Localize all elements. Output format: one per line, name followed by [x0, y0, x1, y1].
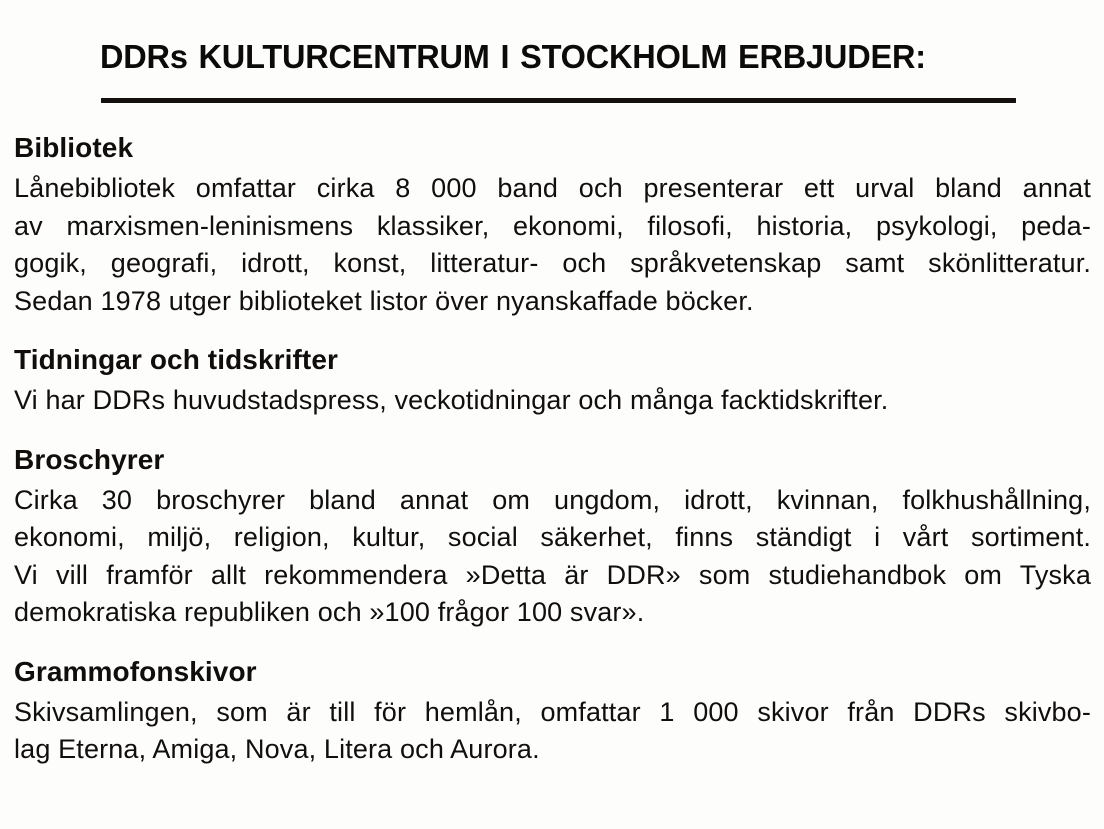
text-line: av marxismen-leninismens klassiker, ekonomi, filosofi, historia, psykologi, peda-: [14, 210, 1091, 241]
text-line: lag Eterna, Amiga, Nova, Litera och Aurora.: [14, 734, 540, 765]
text-line: gogik, geografi, idrott, konst, litteratur- och språkvetenskap samt skönlitteratur.: [14, 248, 1091, 279]
text-line: Cirka 30 broschyrer bland annat om ungdom, idrott, kvinnan, folkhushållning,: [14, 484, 1091, 515]
text-line: Sedan 1978 utger biblioteket listor över nyanskaffade böcker.: [14, 285, 754, 316]
section-heading-broschyrer: Broschyrer: [14, 443, 165, 475]
section-broschyrer: [14, 443, 1091, 632]
masthead: [0, 0, 1104, 103]
text-line: demokratiska republiken och »100 frågor 100 svar».: [14, 597, 645, 628]
text-line: Lånebibliotek omfattar cirka 8 000 band och presenterar ett urval bland annat: [14, 173, 1091, 204]
section-text-grammofonskivor: [14, 694, 1091, 769]
text-line: Vi vill framför allt rekommendera »Detta är DDR» som studiehandbok om Tyska: [14, 559, 1091, 590]
section-bibliotek: [14, 131, 1091, 320]
section-heading-bibliotek: Bibliotek: [14, 132, 134, 164]
text-line: Vi har DDRs huvudstadspress, veckotidningar och många facktidskrifter.: [14, 385, 889, 416]
text-line: Skivsamlingen, som är till för hemlån, omfattar 1 000 skivor från DDRs skivbo-: [14, 696, 1091, 727]
page-title: DDRs KULTURCENTRUM I STOCKHOLM ERBJUDER:: [100, 38, 926, 76]
document-body: [0, 103, 1104, 769]
section-text-tidningar-och-tidskrifter: [14, 382, 1091, 420]
section-heading-tidningar-och-tidskrifter: Tidningar och tidskrifter: [14, 344, 339, 376]
section-tidningar-och-tidskrifter: [14, 343, 1091, 420]
text-line: ekonomi, miljö, religion, kultur, social säkerhet, finns ständigt i vårt sortiment.: [14, 522, 1091, 553]
section-heading-grammofonskivor: Grammofonskivor: [14, 655, 257, 687]
section-grammofonskivor: [14, 655, 1091, 769]
section-text-broschyrer: [14, 482, 1091, 632]
section-text-bibliotek: [14, 170, 1091, 320]
